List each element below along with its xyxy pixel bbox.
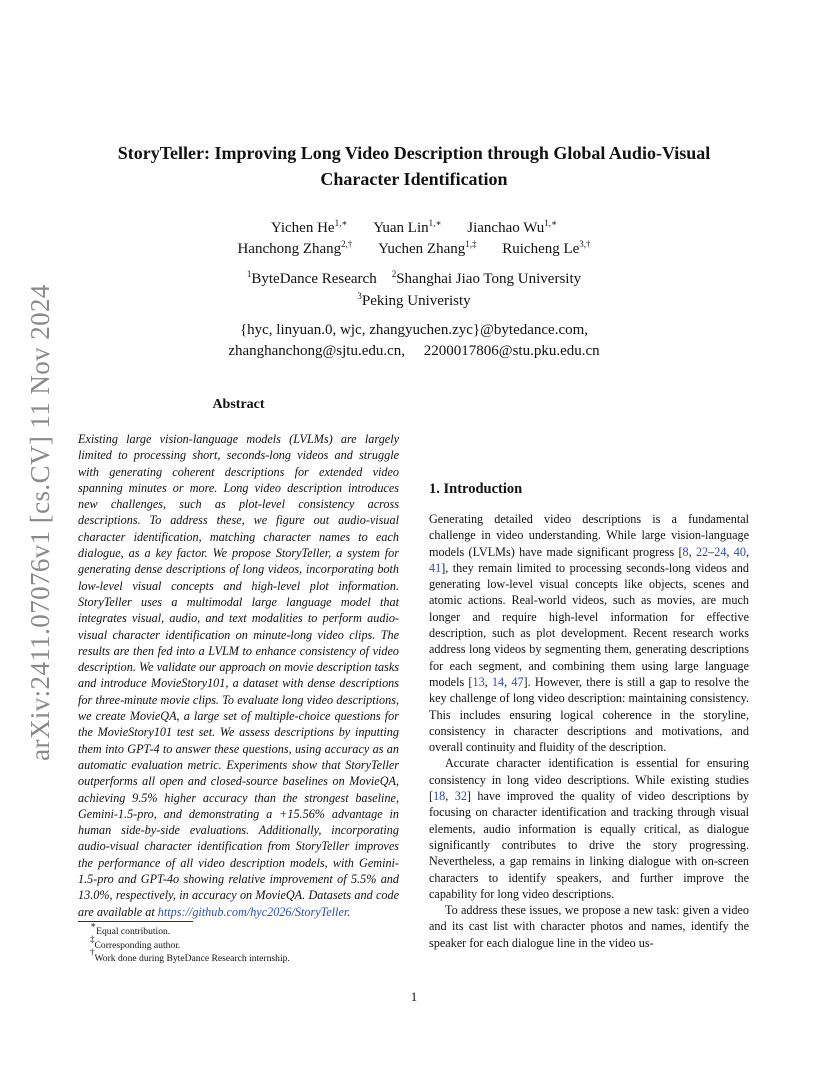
introduction-body xyxy=(429,511,749,951)
author-row-1 xyxy=(80,218,748,239)
footnote xyxy=(78,920,399,939)
author xyxy=(373,220,441,236)
intro-text: ], they remain limited to processing seconds-long videos and generating low-level visual concepts like objects, scenes and atomic actions. Real-world videos, such as movies, are much longer and require high-level information for effective description, such as plot development. Recent research works address long videos by segmenting them, generating descriptions for each segment, and combining them using large language models [ xyxy=(429,560,749,689)
introduction-heading: 1. Introduction xyxy=(429,481,523,497)
footnote-text: Work done during ByteDance Research internship. xyxy=(94,953,290,964)
author-marks: 1,∗ xyxy=(544,218,558,228)
author-marks: 3,† xyxy=(579,239,591,249)
intro-paragraph-3: To address these issues, we propose a new task: given a video and its cast list with character photos and names, identify the speaker for each dialogue line in the video us- xyxy=(429,903,749,950)
page-number: 1 xyxy=(410,990,418,1004)
affiliation-name: Shanghai Jiao Tong University xyxy=(396,271,582,287)
citation-link[interactable]: 13 xyxy=(472,674,485,689)
arxiv-identifier-stamp xyxy=(20,282,60,762)
affiliation-name: Peking Univeristy xyxy=(361,293,471,309)
footnote xyxy=(78,947,399,966)
intro-text: , xyxy=(688,544,696,559)
footnote-mark: ‡ xyxy=(90,933,95,944)
author xyxy=(502,241,590,257)
author-name: Jianchao Wu xyxy=(467,220,545,236)
affiliation-mark: 1 xyxy=(246,269,252,279)
author-name: Ruicheng Le xyxy=(502,241,580,257)
affiliation-mark: 2 xyxy=(391,269,397,279)
code-link[interactable]: https://github.com/hyc2026/StoryTeller xyxy=(157,904,348,919)
email-line-1: {hyc, linyuan.0, wjc, zhangyuchen.zyc}@bytedance.com, xyxy=(239,322,589,338)
intro-text: , xyxy=(504,674,512,689)
author-row-2 xyxy=(80,239,748,260)
intro-text: – xyxy=(708,544,715,559)
affiliation-row-2 xyxy=(80,290,748,312)
intro-text: Accurate character identification is essential for ensuring consistency in long video descriptions. While existing studies [ xyxy=(429,756,749,804)
affiliation xyxy=(392,271,581,287)
author xyxy=(378,241,476,257)
author xyxy=(271,220,348,236)
citation-link[interactable]: 32 xyxy=(454,789,467,804)
abstract-tail: . xyxy=(347,904,351,919)
affiliation-list xyxy=(80,268,748,312)
citation-link[interactable]: 14 xyxy=(491,674,505,689)
intro-text: Generating detailed video descriptions is a fundamental challenge in video understanding. While large vision-language models (LVLMs) have made significant progress [ xyxy=(429,512,749,559)
intro-text: , xyxy=(484,674,492,689)
footnote-text: Corresponding author. xyxy=(94,939,181,951)
intro-text: , xyxy=(745,544,750,559)
affiliation xyxy=(357,293,470,309)
footnote-mark: ∗ xyxy=(90,920,97,930)
author xyxy=(237,241,352,257)
author-name: Hanchong Zhang xyxy=(237,241,342,257)
citation-link[interactable]: 41 xyxy=(429,560,442,575)
footnote-mark: † xyxy=(90,947,95,957)
arxiv-identifier-text: arXiv:2411.07076v1 [cs.CV] 11 Nov 2024 xyxy=(24,283,55,761)
affiliation-mark: 3 xyxy=(357,291,362,301)
author-marks: 1,∗ xyxy=(334,218,348,228)
author-name: Yichen He xyxy=(270,220,335,236)
author-name: Yuchen Zhang xyxy=(378,241,466,257)
affiliation xyxy=(247,271,377,287)
citation-link[interactable]: 40 xyxy=(733,544,746,559)
author-marks: 1,∗ xyxy=(428,218,442,228)
affiliation-row-1 xyxy=(80,268,748,290)
citation-link[interactable]: 8 xyxy=(682,544,689,559)
citation-link[interactable]: 47 xyxy=(511,674,524,689)
email-pku: 2200017806@stu.pku.edu.cn xyxy=(423,343,600,359)
abstract-body xyxy=(78,431,399,920)
affiliation-name: ByteDance Research xyxy=(251,271,377,287)
abstract-heading: Abstract xyxy=(212,397,265,412)
abstract-text: Existing large vision-language models (LVLMs) are largely limited to processing short, seconds-long videos and struggle with generating coherent descriptions for extended video spanning minutes or more. Long video description introduces new challenges, such as plot-level consistency across descriptions. To address these, we figure out audio-visual character identification, matching character names to each dialogue, as a key factor. We propose StoryTeller, a system for generating dense descriptions of long videos, incorporating both low-level visual concepts and high-level plot information. StoryTeller uses a multimodal large language model that integrates visual, audio, and text modalities to perform audio-visual character identification on minute-long video clips. The results are then fed into a LVLM to enhance consistency of video description. We validate our approach on movie description tasks and introduce MovieStory101, a dataset with dense descriptions for three-minute movie clips. To evaluate long video descriptions, we create MovieQA, a large set of multiple-choice questions for the MovieStory101 test set. We assess descriptions by inputting them into GPT-4 to answer these questions, using accuracy as an automatic evaluation metric. Experiments show that StoryTeller outperforms all open and closed-source baselines on MovieQA, achieving 9.5% higher accuracy than the strongest baseline, Gemini-1.5-pro, and demonstrating a +15.56% advantage in human side-by-side evaluations. Additionally, incorporating audio-visual character identification from StoryTeller improves the performance of all video description models, with Gemini-1.5-pro and GPT-4o showing relative improvement of 5.5% and 13.0%, respectively, in accuracy on MovieQA. Datasets and code are available at xyxy=(78,432,399,919)
author-marks: 1,‡ xyxy=(465,239,477,249)
author-name: Yuan Lin xyxy=(373,220,429,236)
intro-paragraph-1 xyxy=(429,511,749,755)
footnote xyxy=(78,933,399,953)
intro-text: ]. However, there is still a gap to resolve the key challenge of long video description: maintaining consistency. This includes ensuring logical coherence in the storyline, consistency in character descriptions and motivations, and overall continuity and fluidity of the description. xyxy=(429,674,749,755)
intro-text: , xyxy=(726,544,734,559)
email-line-2 xyxy=(80,341,748,362)
author-emails xyxy=(80,320,748,362)
email-sjtu: zhanghanchong@sjtu.edu.cn, xyxy=(228,343,406,359)
author-list xyxy=(80,218,748,260)
intro-text: ] have improved the quality of video descriptions by focusing on character identification and tracking through visual elements, audio information is equally critical, as dialogue significantly contributes to drive the story progressing. Nevertheless, a gap remains in linking dialogue with on-screen characters to identify speakers, and further improve the capability for long video descriptions. xyxy=(429,789,750,901)
footnotes xyxy=(78,920,399,966)
citation-link[interactable]: 22 xyxy=(695,544,709,559)
author xyxy=(467,220,557,236)
intro-paragraph-2 xyxy=(429,755,749,902)
intro-text: , xyxy=(445,789,455,804)
citation-link[interactable]: 24 xyxy=(714,544,727,559)
citation-link[interactable]: 18 xyxy=(433,789,446,804)
author-marks: 2,† xyxy=(341,239,353,249)
footnote-text: Equal contribution. xyxy=(96,926,171,937)
paper-title: StoryTeller: Improving Long Video Description through Global Audio-Visual Character Identification xyxy=(117,143,711,189)
